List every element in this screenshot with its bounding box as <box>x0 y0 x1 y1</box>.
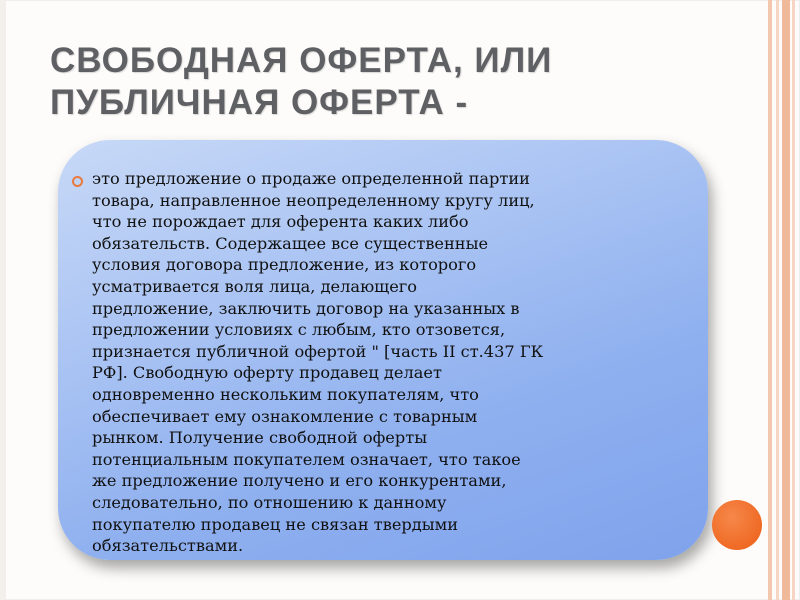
decorative-stripe <box>768 0 772 600</box>
orange-circle-decoration <box>712 500 762 550</box>
bullet-icon <box>72 176 83 187</box>
decorative-stripe <box>792 0 795 600</box>
left-border <box>0 0 6 600</box>
decorative-stripe <box>776 0 779 600</box>
decorative-stripe <box>782 0 790 600</box>
slide-title: СВОБОДНАЯ ОФЕРТА, ИЛИ ПУБЛИЧНАЯ ОФЕРТА - <box>50 41 553 122</box>
slide-body-text: это предложение о продаже определенной партии товара, направленное неопределенному кругу лиц, что не порождает для оферента каких либо обязательств. Содержащее все существенные условия договора предложение, из которого усматривается воля лица, делающего предложение, заключить договор на указанных в предложении условиях с любым, кто отзовется, признается публичной офертой " [часть II ст.437 ГК РФ]. Свободную оферту продавец делает одновременно нескольким покупателям, что обеспечивает ему ознакомление с товарным рынком. Получение свободной оферты потенциальным покупателем означает, что такое же предложение получено и его конкурентами, следовательно, по отношению к данному покупателю продавец не связан твердыми обязательствами. <box>92 169 544 556</box>
